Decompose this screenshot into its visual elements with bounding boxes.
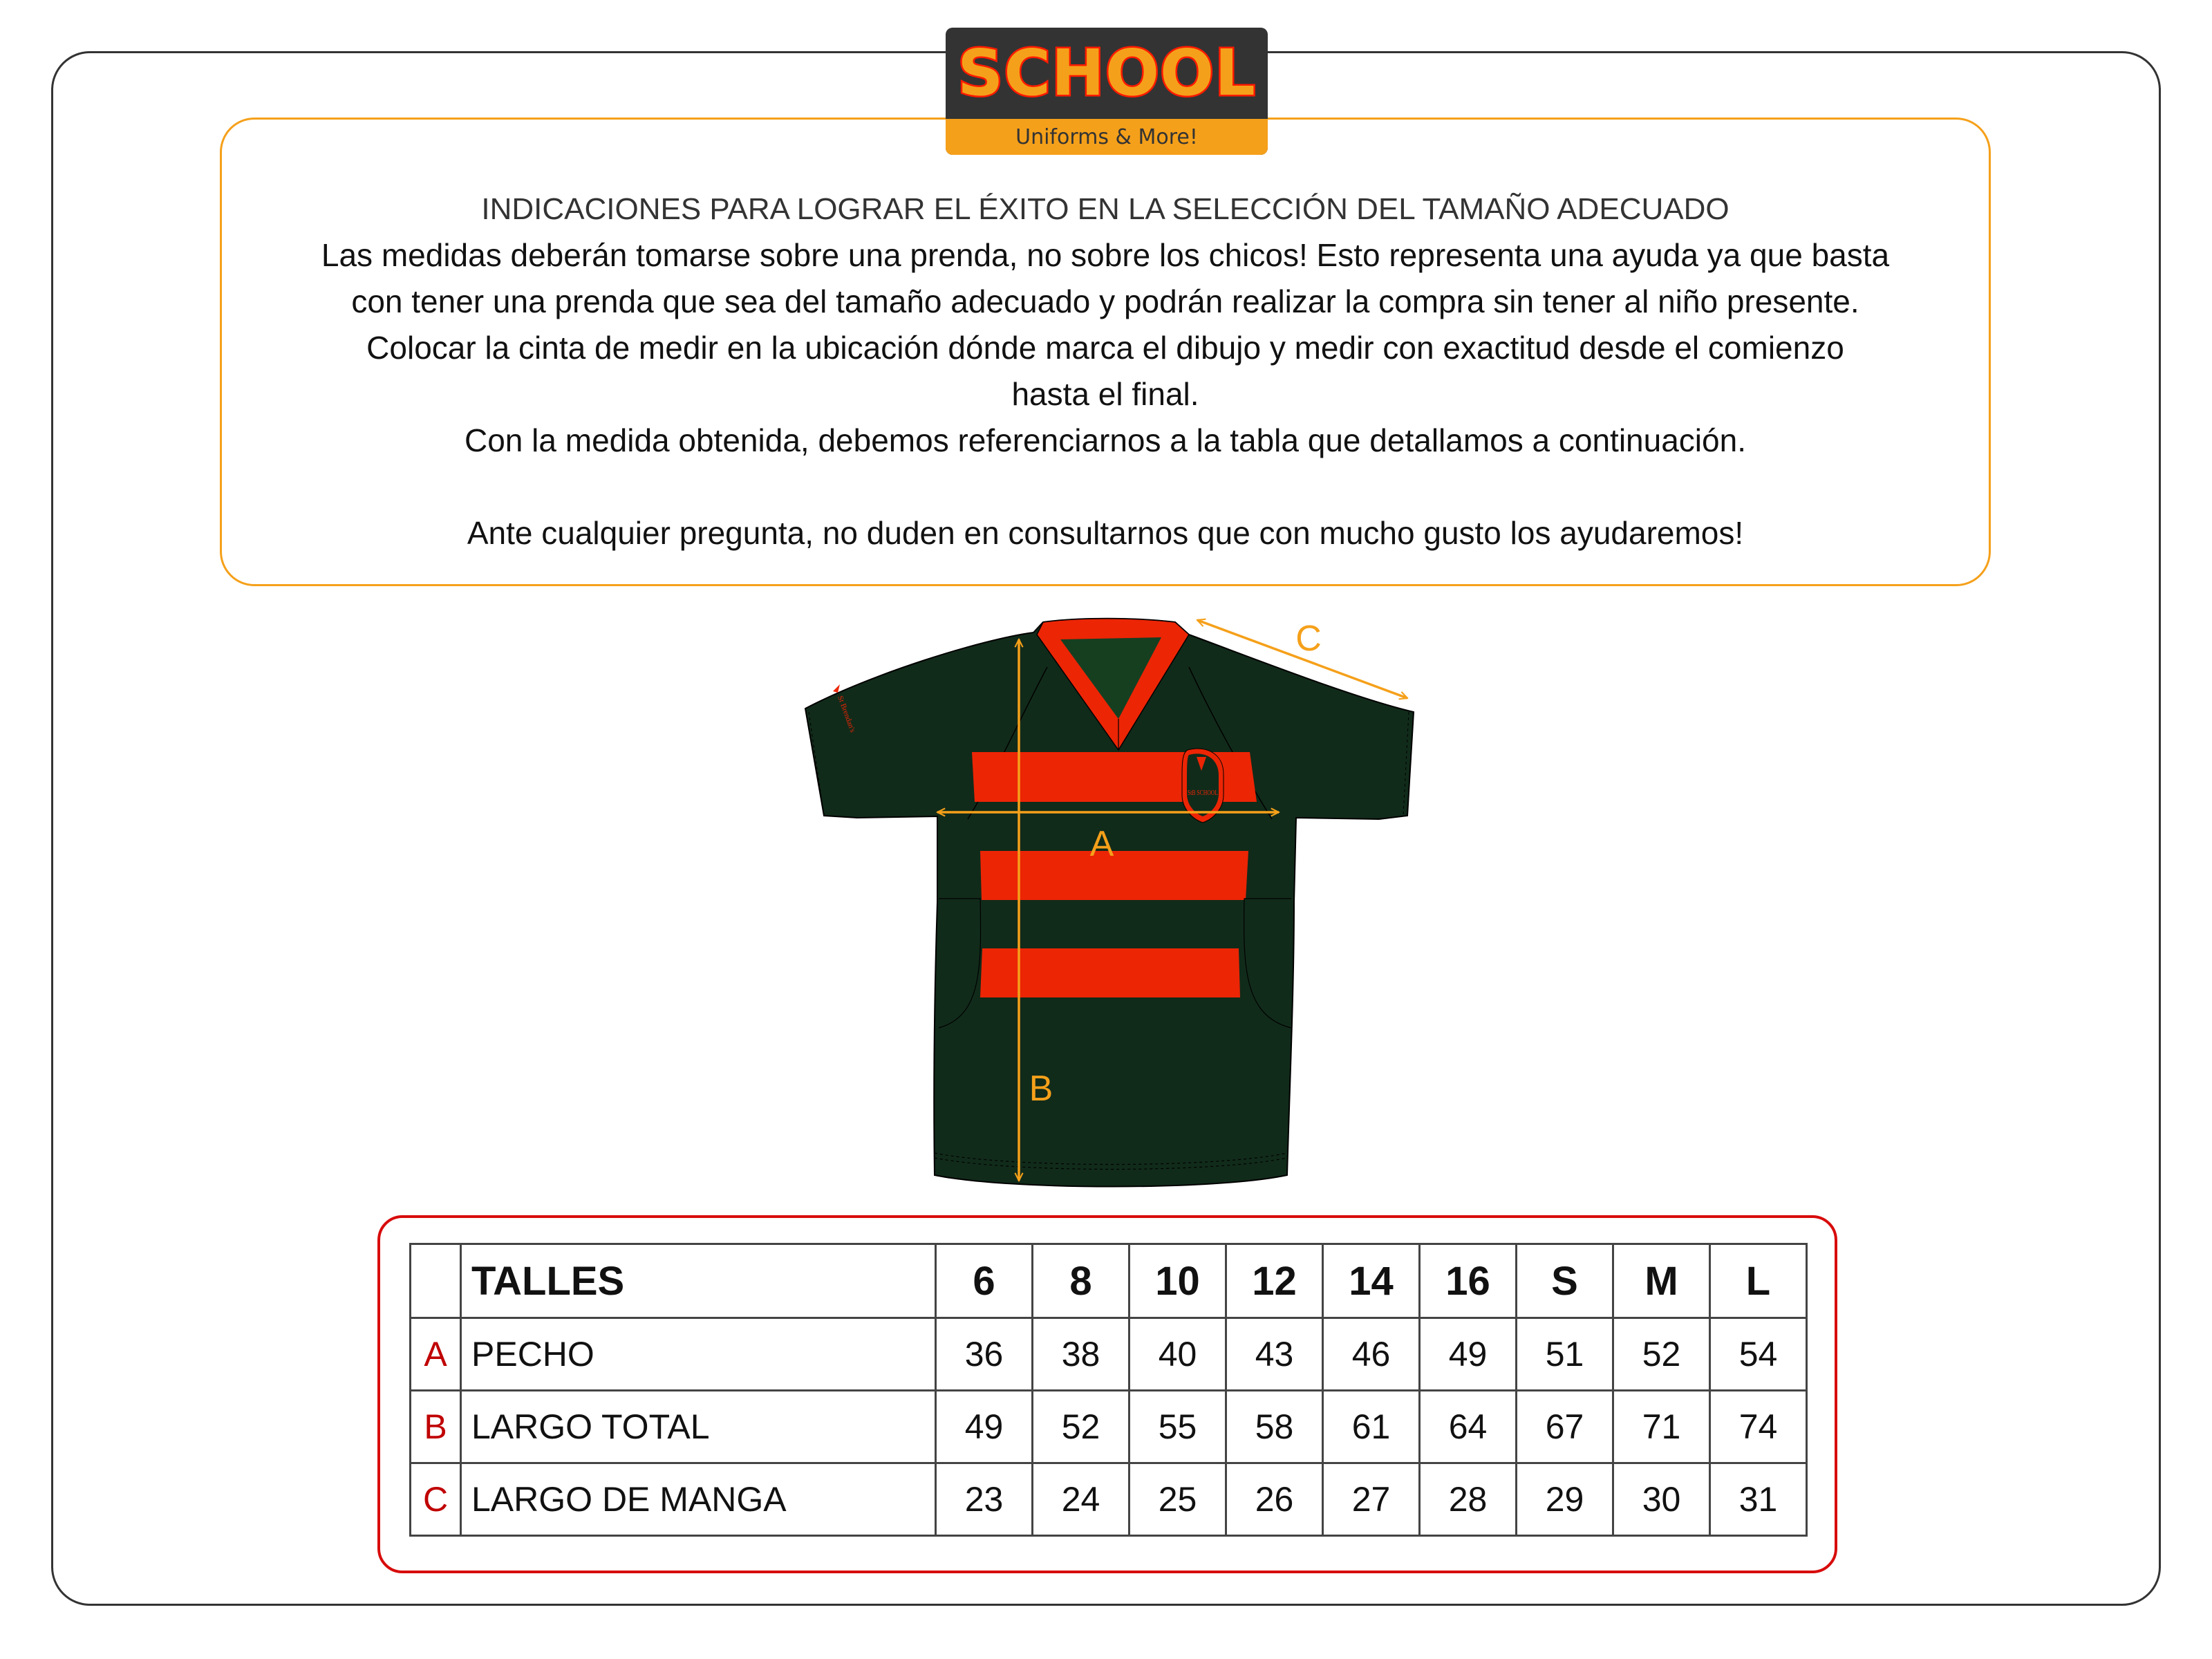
row-letter: B (411, 1391, 461, 1463)
table-cell: 40 (1130, 1318, 1226, 1391)
school-logo (946, 28, 1268, 155)
size-header: L (1710, 1244, 1807, 1318)
size-header: 14 (1323, 1244, 1420, 1318)
instructions-line: Colocar la cinta de medir en la ubicación dónde marca el dibujo y medir con exactitud desde el comienzo (366, 330, 1844, 366)
measure-label-b: B (1029, 1069, 1053, 1109)
table-cell: 71 (1613, 1391, 1710, 1463)
table-cell: 38 (1033, 1318, 1130, 1391)
row-letter: C (411, 1463, 461, 1536)
table-cell: 61 (1323, 1391, 1420, 1463)
sleeve-logo-icon (833, 684, 840, 693)
instructions-box (220, 118, 1991, 586)
spacer (222, 464, 1989, 510)
instructions-closing: Ante cualquier pregunta, no duden en consultarnos que con mucho gusto los ayudaremos! (467, 515, 1744, 551)
logo-wordmark: SCHOOL (957, 36, 1256, 110)
table-row (411, 1391, 1807, 1463)
row-label: LARGO TOTAL (461, 1391, 936, 1463)
table-cell: 43 (1226, 1318, 1323, 1391)
table-cell: 31 (1710, 1463, 1807, 1536)
size-header: 6 (936, 1244, 1033, 1318)
row-label: PECHO (461, 1318, 936, 1391)
table-cell: 51 (1517, 1318, 1613, 1391)
table-cell: 30 (1613, 1463, 1710, 1536)
table-cell: 28 (1420, 1463, 1517, 1536)
table-cell: 36 (936, 1318, 1033, 1391)
table-cell: 54 (1710, 1318, 1807, 1391)
logo-wordmark-area (946, 28, 1268, 119)
table-cell: 55 (1130, 1391, 1226, 1463)
table-cell: 26 (1226, 1463, 1323, 1536)
instructions-line: hasta el final. (1011, 376, 1199, 412)
table-cell: 23 (936, 1463, 1033, 1536)
table-cell: 58 (1226, 1391, 1323, 1463)
table-cell: 25 (1130, 1463, 1226, 1536)
table-cell: 27 (1323, 1463, 1420, 1536)
size-header: 8 (1033, 1244, 1130, 1318)
sleeve-lettering: St Brendan's (836, 694, 857, 734)
table-cell: 67 (1517, 1391, 1613, 1463)
size-table (409, 1243, 1808, 1537)
measure-label-a: A (1089, 824, 1114, 864)
header-label: TALLES (461, 1244, 936, 1318)
table-cell: 24 (1033, 1463, 1130, 1536)
instructions-heading: INDICACIONES PARA LOGRAR EL ÉXITO EN LA SELECCIÓN DEL TAMAÑO ADECUADO (481, 192, 1730, 226)
row-letter: A (411, 1318, 461, 1391)
size-table-header-row (411, 1244, 1807, 1318)
instructions-line: Las medidas deberán tomarse sobre una prenda, no sobre los chicos! Esto representa una ayuda ya que basta (321, 237, 1890, 273)
instructions-text (222, 186, 1989, 556)
size-header: 10 (1130, 1244, 1226, 1318)
table-cell: 46 (1323, 1318, 1420, 1391)
table-row (411, 1463, 1807, 1536)
table-cell: 74 (1710, 1391, 1807, 1463)
size-header: S (1517, 1244, 1613, 1318)
logo-tagline-bar (946, 119, 1268, 155)
empty-cell (411, 1244, 461, 1318)
shirt-stripe (980, 851, 1248, 900)
table-cell: 64 (1420, 1391, 1517, 1463)
shirt-diagram (774, 601, 1438, 1203)
measure-label-c: C (1295, 619, 1322, 659)
crest-lettering: StB SCHOOL (1188, 789, 1219, 797)
table-cell: 49 (1420, 1318, 1517, 1391)
table-cell: 52 (1033, 1391, 1130, 1463)
logo-tagline: Uniforms & More! (1015, 124, 1198, 149)
size-header: 12 (1226, 1244, 1323, 1318)
table-cell: 49 (936, 1391, 1033, 1463)
row-label: LARGO DE MANGA (461, 1463, 936, 1536)
instructions-line: Con la medida obtenida, debemos referenciarnos a la tabla que detallamos a continuación. (465, 422, 1746, 458)
table-row (411, 1318, 1807, 1391)
table-cell: 52 (1613, 1318, 1710, 1391)
instructions-line: con tener una prenda que sea del tamaño adecuado y podrán realizar la compra sin tener al niño presente. (351, 283, 1859, 319)
table-cell: 29 (1517, 1463, 1613, 1536)
size-header: 16 (1420, 1244, 1517, 1318)
size-header: M (1613, 1244, 1710, 1318)
